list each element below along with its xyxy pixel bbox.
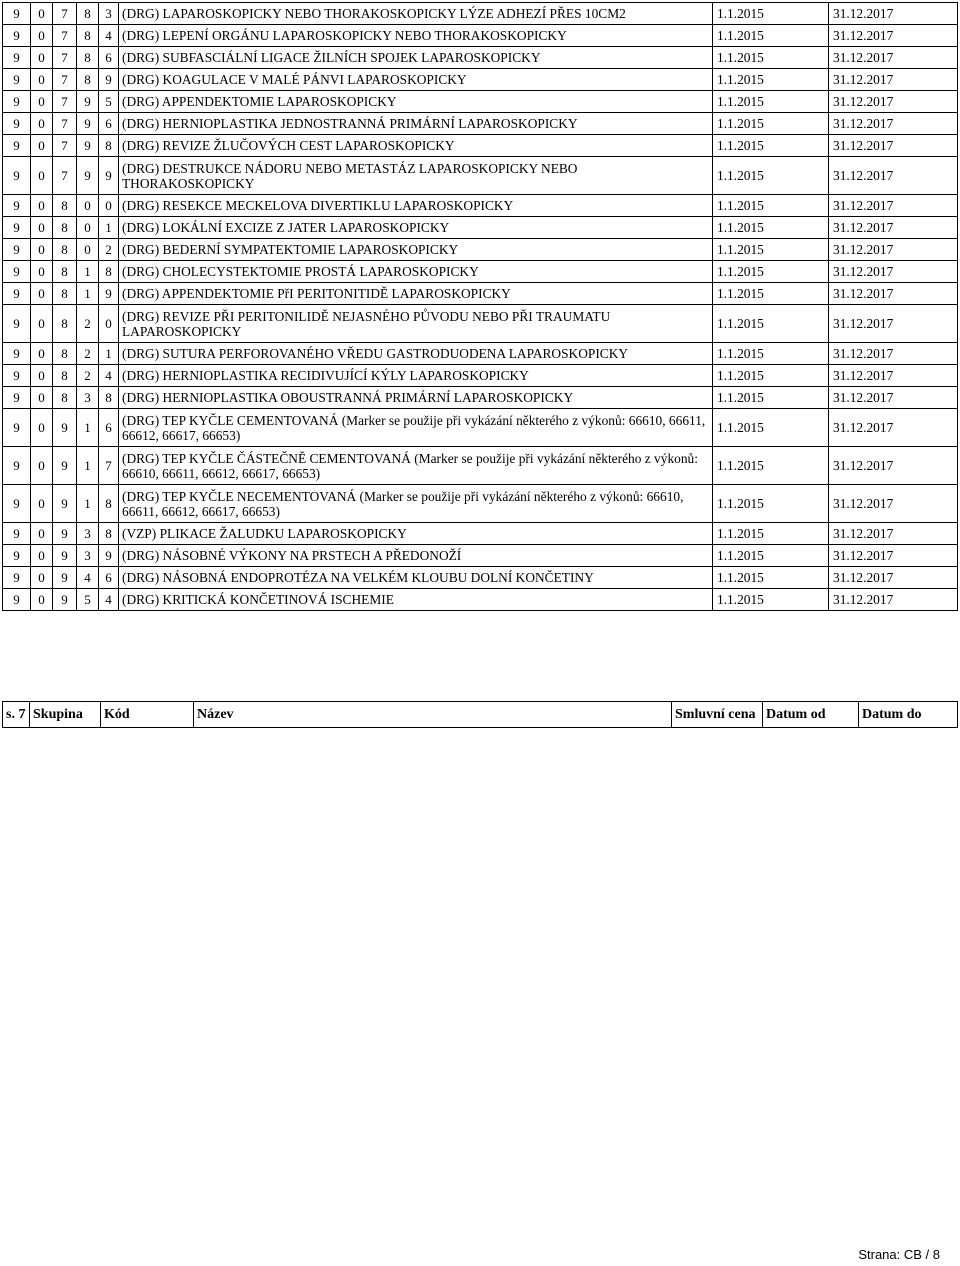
code-digit: 9 <box>3 157 31 195</box>
code-digit: 9 <box>3 545 31 567</box>
date-from: 1.1.2015 <box>713 47 829 69</box>
code-digit: 9 <box>3 195 31 217</box>
date-from: 1.1.2015 <box>713 25 829 47</box>
code-digit: 0 <box>31 589 53 611</box>
table-row <box>3 447 958 485</box>
code-digit: 0 <box>31 523 53 545</box>
procedure-name: (DRG) REVIZE PŘI PERITONILIDĚ NEJASNÉHO PŮVODU NEBO PŘI TRAUMATU LAPAROSKOPICKY <box>119 305 713 343</box>
code-digit: 0 <box>77 239 99 261</box>
table-row <box>3 589 958 611</box>
code-digit: 9 <box>3 305 31 343</box>
code-digit: 0 <box>31 157 53 195</box>
table-row <box>3 25 958 47</box>
procedure-name: (DRG) APPENDEKTOMIE PřI PERITONITIDĚ LAPAROSKOPICKY <box>119 283 713 305</box>
date-from: 1.1.2015 <box>713 261 829 283</box>
code-digit: 0 <box>99 195 119 217</box>
date-to: 31.12.2017 <box>829 305 958 343</box>
procedure-name: (DRG) TEP KYČLE NECEMENTOVANÁ (Marker se použije při vykázání některého z výkonů: 66610, 66611, 66612, 66617, 66653) <box>119 485 713 523</box>
code-digit: 0 <box>31 47 53 69</box>
date-to: 31.12.2017 <box>829 409 958 447</box>
code-digit: 0 <box>31 69 53 91</box>
date-to: 31.12.2017 <box>829 91 958 113</box>
date-to: 31.12.2017 <box>829 113 958 135</box>
procedure-name: (DRG) CHOLECYSTEKTOMIE PROSTÁ LAPAROSKOPICKY <box>119 261 713 283</box>
date-from: 1.1.2015 <box>713 567 829 589</box>
code-digit: 0 <box>31 135 53 157</box>
procedure-rows <box>3 3 958 611</box>
code-digit: 9 <box>3 239 31 261</box>
code-digit: 9 <box>53 447 77 485</box>
code-digit: 2 <box>77 365 99 387</box>
date-from: 1.1.2015 <box>713 305 829 343</box>
date-to: 31.12.2017 <box>829 387 958 409</box>
code-digit: 6 <box>99 113 119 135</box>
code-digit: 0 <box>31 239 53 261</box>
code-digit: 9 <box>3 261 31 283</box>
code-digit: 8 <box>53 261 77 283</box>
code-digit: 0 <box>31 25 53 47</box>
code-digit: 1 <box>99 217 119 239</box>
procedure-name: (DRG) NÁSOBNÁ ENDOPROTÉZA NA VELKÉM KLOUBU DOLNÍ KONČETINY <box>119 567 713 589</box>
date-from: 1.1.2015 <box>713 135 829 157</box>
procedure-name: (DRG) LEPENÍ ORGÁNU LAPAROSKOPICKY NEBO THORAKOSKOPICKY <box>119 25 713 47</box>
table-row <box>3 343 958 365</box>
code-digit: 0 <box>31 305 53 343</box>
procedure-table <box>2 2 958 611</box>
header-smluvni-cena: Smluvní cena <box>672 702 763 728</box>
code-digit: 9 <box>3 113 31 135</box>
code-digit: 0 <box>31 447 53 485</box>
date-from: 1.1.2015 <box>713 447 829 485</box>
code-digit: 7 <box>53 69 77 91</box>
code-digit: 9 <box>3 365 31 387</box>
procedure-name: (DRG) RESEKCE MECKELOVA DIVERTIKLU LAPAROSKOPICKY <box>119 195 713 217</box>
date-to: 31.12.2017 <box>829 195 958 217</box>
header-datum-od: Datum od <box>763 702 859 728</box>
table-row <box>3 239 958 261</box>
code-digit: 7 <box>53 25 77 47</box>
procedure-name: (DRG) SUBFASCIÁLNÍ LIGACE ŽILNÍCH SPOJEK LAPAROSKOPICKY <box>119 47 713 69</box>
code-digit: 9 <box>3 485 31 523</box>
code-digit: 9 <box>53 589 77 611</box>
code-digit: 9 <box>3 589 31 611</box>
procedure-name: (DRG) APPENDEKTOMIE LAPAROSKOPICKY <box>119 91 713 113</box>
code-digit: 8 <box>53 387 77 409</box>
code-digit: 9 <box>3 3 31 25</box>
code-digit: 0 <box>77 195 99 217</box>
code-digit: 1 <box>77 485 99 523</box>
code-digit: 8 <box>53 343 77 365</box>
code-digit: 9 <box>3 447 31 485</box>
table-row <box>3 217 958 239</box>
code-digit: 9 <box>3 217 31 239</box>
date-from: 1.1.2015 <box>713 217 829 239</box>
date-from: 1.1.2015 <box>713 409 829 447</box>
code-digit: 9 <box>3 283 31 305</box>
procedure-name: (DRG) TEP KYČLE CEMENTOVANÁ (Marker se použije při vykázání některého z výkonů: 66610, 66611, 66612, 66617, 66653) <box>119 409 713 447</box>
code-digit: 8 <box>77 47 99 69</box>
date-to: 31.12.2017 <box>829 447 958 485</box>
date-from: 1.1.2015 <box>713 545 829 567</box>
date-to: 31.12.2017 <box>829 135 958 157</box>
code-digit: 8 <box>77 25 99 47</box>
procedure-name: (DRG) KRITICKÁ KONČETINOVÁ ISCHEMIE <box>119 589 713 611</box>
code-digit: 8 <box>53 217 77 239</box>
procedure-name: (DRG) LAPAROSKOPICKY NEBO THORAKOSKOPICKY LÝZE ADHEZÍ PŘES 10CM2 <box>119 3 713 25</box>
code-digit: 0 <box>31 387 53 409</box>
table-row <box>3 157 958 195</box>
date-from: 1.1.2015 <box>713 343 829 365</box>
code-digit: 9 <box>3 567 31 589</box>
code-digit: 2 <box>99 239 119 261</box>
code-digit: 0 <box>31 365 53 387</box>
code-digit: 7 <box>53 135 77 157</box>
code-digit: 9 <box>99 283 119 305</box>
code-digit: 9 <box>3 523 31 545</box>
procedure-name: (DRG) BEDERNÍ SYMPATEKTOMIE LAPAROSKOPICKY <box>119 239 713 261</box>
header-kod: Kód <box>101 702 194 728</box>
code-digit: 8 <box>77 3 99 25</box>
date-to: 31.12.2017 <box>829 3 958 25</box>
code-digit: 9 <box>3 409 31 447</box>
code-digit: 9 <box>77 157 99 195</box>
code-digit: 7 <box>99 447 119 485</box>
code-digit: 0 <box>99 305 119 343</box>
code-digit: 0 <box>31 261 53 283</box>
code-digit: 0 <box>31 409 53 447</box>
code-digit: 8 <box>53 283 77 305</box>
code-digit: 1 <box>77 447 99 485</box>
table-row <box>3 113 958 135</box>
table-row <box>3 409 958 447</box>
code-digit: 6 <box>99 47 119 69</box>
header-nazev: Název <box>194 702 672 728</box>
date-from: 1.1.2015 <box>713 485 829 523</box>
code-digit: 7 <box>53 113 77 135</box>
procedure-name: (DRG) HERNIOPLASTIKA JEDNOSTRANNÁ PRIMÁRNÍ LAPAROSKOPICKY <box>119 113 713 135</box>
date-to: 31.12.2017 <box>829 283 958 305</box>
procedure-name: (DRG) LOKÁLNÍ EXCIZE Z JATER LAPAROSKOPICKY <box>119 217 713 239</box>
date-to: 31.12.2017 <box>829 25 958 47</box>
header-datum-do: Datum do <box>859 702 958 728</box>
date-from: 1.1.2015 <box>713 365 829 387</box>
date-to: 31.12.2017 <box>829 589 958 611</box>
table-row <box>3 485 958 523</box>
code-digit: 9 <box>77 91 99 113</box>
code-digit: 0 <box>31 545 53 567</box>
date-to: 31.12.2017 <box>829 485 958 523</box>
table-row <box>3 195 958 217</box>
code-digit: 0 <box>31 343 53 365</box>
code-digit: 1 <box>77 283 99 305</box>
procedure-name: (DRG) DESTRUKCE NÁDORU NEBO METASTÁZ LAPAROSKOPICKY NEBO THORAKOSKOPICKY <box>119 157 713 195</box>
code-digit: 8 <box>77 69 99 91</box>
code-digit: 2 <box>77 305 99 343</box>
code-digit: 9 <box>77 135 99 157</box>
date-to: 31.12.2017 <box>829 343 958 365</box>
column-header-row <box>3 702 958 728</box>
code-digit: 6 <box>99 567 119 589</box>
code-digit: 9 <box>53 523 77 545</box>
table-row <box>3 387 958 409</box>
code-digit: 8 <box>99 387 119 409</box>
table-row <box>3 261 958 283</box>
procedure-name: (DRG) REVIZE ŽLUČOVÝCH CEST LAPAROSKOPICKY <box>119 135 713 157</box>
date-to: 31.12.2017 <box>829 261 958 283</box>
code-digit: 9 <box>3 69 31 91</box>
date-from: 1.1.2015 <box>713 239 829 261</box>
code-digit: 8 <box>53 195 77 217</box>
date-to: 31.12.2017 <box>829 157 958 195</box>
date-to: 31.12.2017 <box>829 47 958 69</box>
table-row <box>3 545 958 567</box>
code-digit: 7 <box>53 3 77 25</box>
code-digit: 0 <box>31 113 53 135</box>
code-digit: 8 <box>53 239 77 261</box>
procedure-name: (DRG) NÁSOBNÉ VÝKONY NA PRSTECH A PŘEDONOŽÍ <box>119 545 713 567</box>
header-skupina: Skupina <box>30 702 101 728</box>
table-row <box>3 91 958 113</box>
code-digit: 9 <box>3 343 31 365</box>
code-digit: 9 <box>99 545 119 567</box>
code-digit: 9 <box>3 135 31 157</box>
code-digit: 3 <box>77 523 99 545</box>
date-from: 1.1.2015 <box>713 69 829 91</box>
date-to: 31.12.2017 <box>829 217 958 239</box>
code-digit: 3 <box>99 3 119 25</box>
date-from: 1.1.2015 <box>713 113 829 135</box>
header-s: s. 7 <box>3 702 30 728</box>
code-digit: 0 <box>31 217 53 239</box>
code-digit: 0 <box>31 567 53 589</box>
code-digit: 9 <box>3 387 31 409</box>
code-digit: 9 <box>99 157 119 195</box>
page-number: Strana: CB / 8 <box>858 1247 940 1262</box>
code-digit: 0 <box>77 217 99 239</box>
code-digit: 9 <box>53 545 77 567</box>
code-digit: 3 <box>77 387 99 409</box>
code-digit: 8 <box>53 305 77 343</box>
procedure-name: (DRG) SUTURA PERFOROVANÉHO VŘEDU GASTRODUODENA LAPAROSKOPICKY <box>119 343 713 365</box>
date-from: 1.1.2015 <box>713 3 829 25</box>
procedure-name: (VZP) PLIKACE ŽALUDKU LAPAROSKOPICKY <box>119 523 713 545</box>
code-digit: 1 <box>77 261 99 283</box>
table-row <box>3 135 958 157</box>
procedure-name: (DRG) TEP KYČLE ČÁSTEČNĚ CEMENTOVANÁ (Marker se použije při vykázání některého z výkonů: 66610, 66611, 66612, 66617, 66653) <box>119 447 713 485</box>
date-to: 31.12.2017 <box>829 545 958 567</box>
date-from: 1.1.2015 <box>713 589 829 611</box>
code-digit: 7 <box>53 157 77 195</box>
code-digit: 8 <box>99 135 119 157</box>
code-digit: 9 <box>53 485 77 523</box>
code-digit: 9 <box>77 113 99 135</box>
table-row <box>3 3 958 25</box>
code-digit: 4 <box>99 365 119 387</box>
code-digit: 5 <box>99 91 119 113</box>
date-from: 1.1.2015 <box>713 157 829 195</box>
date-from: 1.1.2015 <box>713 283 829 305</box>
code-digit: 8 <box>99 261 119 283</box>
code-digit: 0 <box>31 485 53 523</box>
table-row <box>3 305 958 343</box>
date-from: 1.1.2015 <box>713 523 829 545</box>
code-digit: 9 <box>3 25 31 47</box>
date-from: 1.1.2015 <box>713 91 829 113</box>
code-digit: 8 <box>99 523 119 545</box>
code-digit: 4 <box>77 567 99 589</box>
date-to: 31.12.2017 <box>829 365 958 387</box>
code-digit: 9 <box>99 69 119 91</box>
code-digit: 0 <box>31 3 53 25</box>
table-row <box>3 365 958 387</box>
code-digit: 0 <box>31 283 53 305</box>
column-header-table <box>2 701 958 728</box>
date-from: 1.1.2015 <box>713 387 829 409</box>
code-digit: 7 <box>53 47 77 69</box>
code-digit: 3 <box>77 545 99 567</box>
code-digit: 5 <box>77 589 99 611</box>
date-from: 1.1.2015 <box>713 195 829 217</box>
table-row <box>3 69 958 91</box>
date-to: 31.12.2017 <box>829 523 958 545</box>
date-to: 31.12.2017 <box>829 239 958 261</box>
code-digit: 9 <box>53 567 77 589</box>
code-digit: 9 <box>53 409 77 447</box>
code-digit: 4 <box>99 589 119 611</box>
code-digit: 9 <box>3 91 31 113</box>
procedure-name: (DRG) HERNIOPLASTIKA RECIDIVUJÍCÍ KÝLY LAPAROSKOPICKY <box>119 365 713 387</box>
table-row <box>3 523 958 545</box>
code-digit: 1 <box>99 343 119 365</box>
date-to: 31.12.2017 <box>829 567 958 589</box>
code-digit: 9 <box>3 47 31 69</box>
code-digit: 8 <box>53 365 77 387</box>
code-digit: 1 <box>77 409 99 447</box>
procedure-name: (DRG) HERNIOPLASTIKA OBOUSTRANNÁ PRIMÁRNÍ LAPAROSKOPICKY <box>119 387 713 409</box>
code-digit: 0 <box>31 195 53 217</box>
code-digit: 6 <box>99 409 119 447</box>
code-digit: 8 <box>99 485 119 523</box>
code-digit: 2 <box>77 343 99 365</box>
code-digit: 4 <box>99 25 119 47</box>
code-digit: 7 <box>53 91 77 113</box>
table-row <box>3 283 958 305</box>
date-to: 31.12.2017 <box>829 69 958 91</box>
table-row <box>3 47 958 69</box>
code-digit: 0 <box>31 91 53 113</box>
table-row <box>3 567 958 589</box>
procedure-name: (DRG) KOAGULACE V MALÉ PÁNVI LAPAROSKOPICKY <box>119 69 713 91</box>
